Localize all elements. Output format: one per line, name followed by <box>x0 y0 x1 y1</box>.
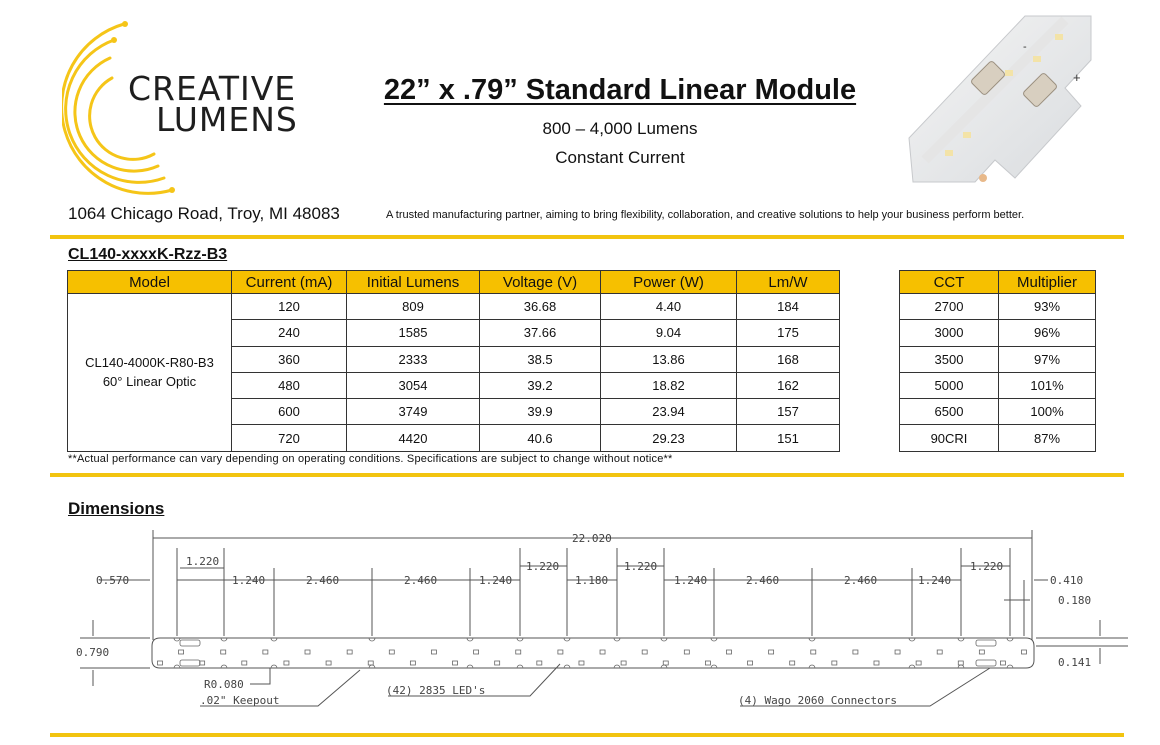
led-pad <box>790 661 795 665</box>
cct-table <box>899 270 1096 452</box>
efficacy-cell: 162 <box>737 372 840 398</box>
header-power: Power (W) <box>601 271 737 294</box>
power-cell: 9.04 <box>601 320 737 346</box>
lumens-cell: 3054 <box>347 372 480 398</box>
led-pad <box>579 661 584 665</box>
table-row <box>900 320 1096 346</box>
logo-line-1: CREATIVE <box>128 69 297 108</box>
callout-leds: (42) 2835 LED's <box>386 684 486 697</box>
led-pad <box>537 661 542 665</box>
dim-spacing-3: 2.460 <box>404 574 438 587</box>
callout-connectors: (4) Wago 2060 Connectors <box>738 694 897 707</box>
lumens-range: 800 – 4,000 Lumens <box>542 119 698 138</box>
model-name: CL140-4000K-R80-B3 <box>85 355 214 371</box>
header-efficacy: Lm/W <box>737 271 840 294</box>
title-block <box>360 74 880 168</box>
connector-footprint <box>180 640 200 646</box>
divider-bottom <box>50 733 1124 737</box>
efficacy-cell: 168 <box>737 346 840 372</box>
multiplier-cell: 96% <box>999 320 1096 346</box>
current-cell: 720 <box>232 425 347 451</box>
dim-connector-4: 1.220 <box>970 560 1004 573</box>
led-pad <box>621 661 626 665</box>
led-pad <box>453 661 458 665</box>
spec-table-header <box>68 271 840 294</box>
table-row <box>900 399 1096 425</box>
dim-spacing-2: 2.460 <box>306 574 340 587</box>
header-cct: CCT <box>900 271 999 294</box>
callout-radius: R0.080 <box>204 678 244 691</box>
header-current: Current (mA) <box>232 271 347 294</box>
led-pad <box>832 661 837 665</box>
led-pad <box>726 650 731 654</box>
polarity-plus: + <box>1073 70 1081 85</box>
company-tagline: A trusted manufacturing partner, aiming to bring flexibility, collaboration, and creative solutions to help your business perform better. <box>386 209 1025 221</box>
cct-cell: 2700 <box>900 294 999 320</box>
led-pad <box>158 661 163 665</box>
connector-footprint <box>180 660 200 666</box>
power-cell: 29.23 <box>601 425 737 451</box>
led-pad <box>410 661 415 665</box>
led-pad <box>305 650 310 654</box>
table-row <box>900 346 1096 372</box>
header-lumens: Initial Lumens <box>347 271 480 294</box>
led-pad <box>516 650 521 654</box>
led-pad <box>916 661 921 665</box>
table-row <box>900 294 1096 320</box>
power-cell: 13.86 <box>601 346 737 372</box>
led-pad <box>642 650 647 654</box>
led-pad <box>284 661 289 665</box>
efficacy-cell: 175 <box>737 320 840 346</box>
multiplier-cell: 97% <box>999 346 1096 372</box>
product-photo <box>905 10 1095 195</box>
header-multiplier: Multiplier <box>999 271 1096 294</box>
voltage-cell: 36.68 <box>480 294 601 320</box>
led-pad <box>600 650 605 654</box>
dimensions-title: Dimensions <box>68 499 165 518</box>
led-pad <box>326 661 331 665</box>
cct-cell: 5000 <box>900 372 999 398</box>
power-cell: 23.94 <box>601 399 737 425</box>
led-pad <box>684 650 689 654</box>
led-pad <box>495 661 500 665</box>
lumens-cell: 4420 <box>347 425 480 451</box>
led-pad <box>1022 650 1027 654</box>
dim-spacing-9: 1.240 <box>918 574 952 587</box>
connector-footprint <box>976 640 996 646</box>
led-pad <box>368 661 373 665</box>
model-optic: 60° Linear Optic <box>102 374 197 390</box>
power-cell: 4.40 <box>601 294 737 320</box>
led-pad <box>769 650 774 654</box>
polarity-minus: - <box>1023 41 1027 53</box>
current-cell: 240 <box>232 320 347 346</box>
lumens-cell: 2333 <box>347 346 480 372</box>
multiplier-cell: 93% <box>999 294 1096 320</box>
dim-overall: 22.020 <box>572 532 612 545</box>
led-module-icon <box>905 10 1095 195</box>
led-pad <box>705 661 710 665</box>
divider-top <box>50 235 1124 239</box>
dim-offset-left: 0.570 <box>96 574 130 587</box>
led-pad <box>474 650 479 654</box>
led-pad <box>748 661 753 665</box>
efficacy-cell: 157 <box>737 399 840 425</box>
table-row <box>900 372 1096 398</box>
led-pad <box>179 650 184 654</box>
lumens-cell: 1585 <box>347 320 480 346</box>
cct-cell: 3000 <box>900 320 999 346</box>
dim-spacing-4: 1.240 <box>479 574 513 587</box>
dim-spacing-6: 1.240 <box>674 574 708 587</box>
led-pad <box>1000 661 1005 665</box>
multiplier-cell: 87% <box>999 425 1096 451</box>
dim-connector-1: 1.220 <box>186 555 220 568</box>
led-pad <box>558 650 563 654</box>
dim-connector-3: 1.220 <box>624 560 658 573</box>
table-row <box>900 425 1096 451</box>
voltage-cell: 38.5 <box>480 346 601 372</box>
current-cell: 600 <box>232 399 347 425</box>
dim-height: 0.790 <box>76 646 110 659</box>
led-pad <box>389 650 394 654</box>
led-pad <box>979 650 984 654</box>
cct-cell: 90CRI <box>900 425 999 451</box>
multiplier-cell: 101% <box>999 372 1096 398</box>
led-pad <box>958 661 963 665</box>
header-voltage: Voltage (V) <box>480 271 601 294</box>
model-cell <box>68 294 232 452</box>
voltage-cell: 39.2 <box>480 372 601 398</box>
cct-cell: 3500 <box>900 346 999 372</box>
logo-wordmark <box>128 69 298 139</box>
dim-offset-right-2: 0.180 <box>1058 594 1092 607</box>
led-pad <box>937 650 942 654</box>
drive-type: Constant Current <box>555 148 685 167</box>
led-pad <box>431 650 436 654</box>
dim-spacing-5: 1.180 <box>575 574 609 587</box>
dimension-drawing <box>0 520 1160 720</box>
company-address: 1064 Chicago Road, Troy, MI 48083 <box>68 204 340 223</box>
model-code: CL140-xxxxK-Rzz-B3 <box>68 246 228 263</box>
dim-edge-gap: 0.141 <box>1058 656 1092 669</box>
footnote: **Actual performance can vary depending on operating conditions. Specifications are subject to change without notice** <box>68 453 673 465</box>
voltage-cell: 40.6 <box>480 425 601 451</box>
connector-footprint <box>976 660 996 666</box>
led-pad <box>347 650 352 654</box>
power-cell: 18.82 <box>601 372 737 398</box>
led-pad <box>895 650 900 654</box>
divider-middle <box>50 473 1124 477</box>
efficacy-cell: 184 <box>737 294 840 320</box>
page-title: 22” x .79” Standard Linear Module <box>383 74 857 106</box>
dim-spacing-1: 1.240 <box>232 574 266 587</box>
callout-keepout: .02" Keepout <box>200 694 280 707</box>
voltage-cell: 39.9 <box>480 399 601 425</box>
efficacy-cell: 151 <box>737 425 840 451</box>
dim-offset-right: 0.410 <box>1050 574 1084 587</box>
table-row <box>68 294 840 320</box>
current-cell: 480 <box>232 372 347 398</box>
dim-connector-2: 1.220 <box>526 560 560 573</box>
current-cell: 120 <box>232 294 347 320</box>
led-pad <box>263 650 268 654</box>
multiplier-cell: 100% <box>999 399 1096 425</box>
led-pads <box>158 638 1027 668</box>
led-pad <box>663 661 668 665</box>
lumens-cell: 3749 <box>347 399 480 425</box>
cct-cell: 6500 <box>900 399 999 425</box>
dim-spacing-8: 2.460 <box>844 574 878 587</box>
led-pad <box>811 650 816 654</box>
spec-table <box>67 270 840 452</box>
led-pad <box>242 661 247 665</box>
led-pad <box>874 661 879 665</box>
logo-line-2: LUMENS <box>156 100 298 139</box>
lumens-cell: 809 <box>347 294 480 320</box>
led-pad <box>221 650 226 654</box>
voltage-cell: 37.66 <box>480 320 601 346</box>
cct-table-header <box>900 271 1096 294</box>
header-model: Model <box>68 271 232 294</box>
current-cell: 360 <box>232 346 347 372</box>
led-pad <box>853 650 858 654</box>
dim-spacing-7: 2.460 <box>746 574 780 587</box>
